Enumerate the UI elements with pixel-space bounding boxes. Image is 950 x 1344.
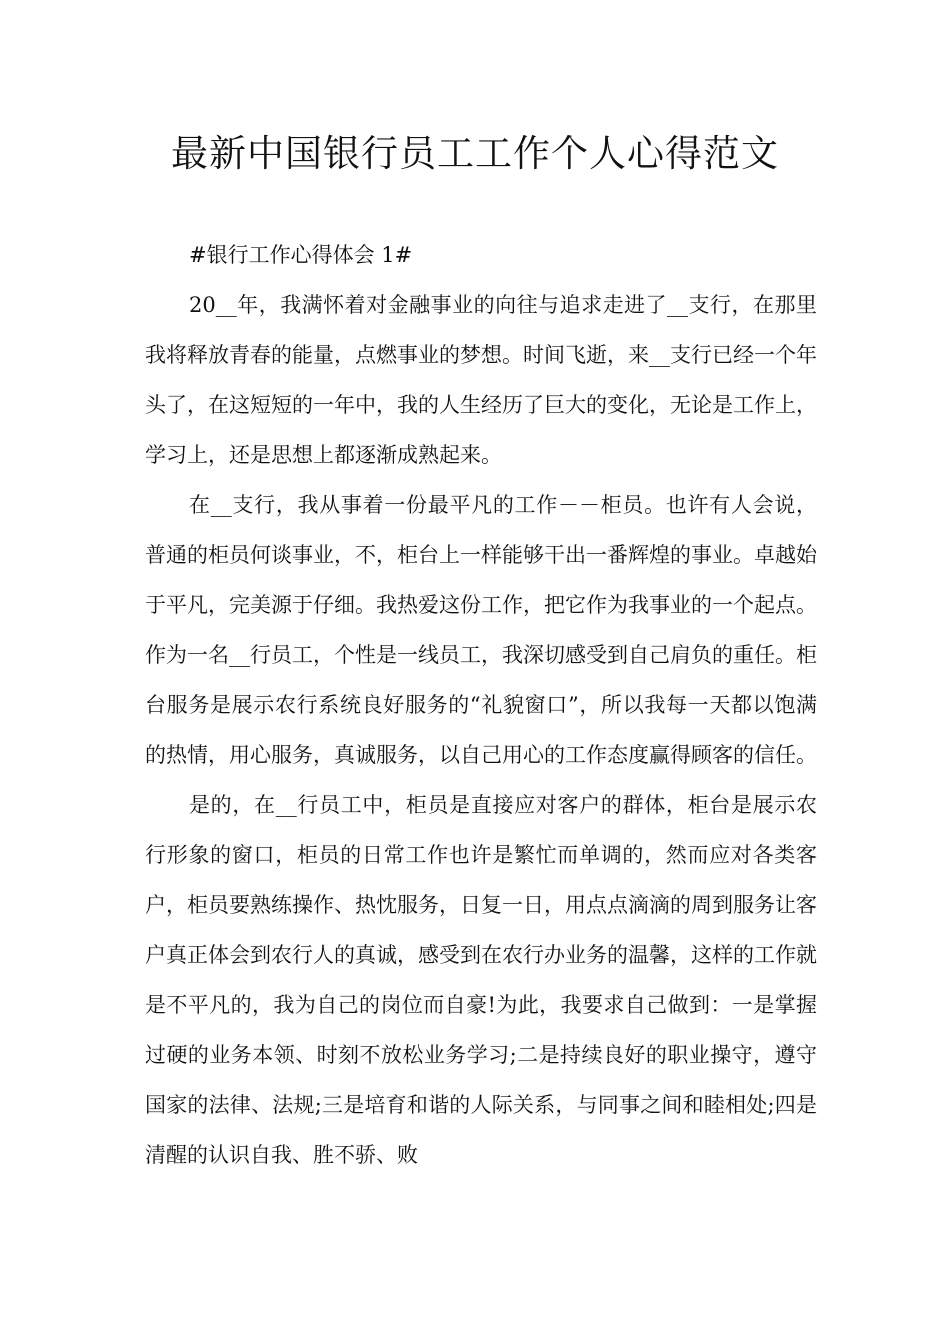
paragraph-1: 20__年，我满怀着对金融事业的向往与追求走进了__支行，在那里我将释放青春的能量，点燃事业的梦想。时间飞逝，来__支行已经一个年头了，在这短短的一年中，我的人生经历了巨大的变化，无论是工作上，学习上，还是思想上都逐渐成熟起来。: [145, 293, 817, 467]
paragraph-3: 是的，在__行员工中，柜员是直接应对客户的群体，柜台是展示农行形象的窗口，柜员的日常工作也许是繁忙而单调的，然而应对各类客户，柜员要熟练操作、热忱服务，日复一日，用点点滴滴的周到服务让客户真正体会到农行人的真诚，感受到在农行办业务的温馨，这样的工作就是不平凡的，我为自己的岗位而自豪!为此，我要求自己做到：一是掌握过硬的业务本领、时刻不放松业务学习;二是持续良好的职业操守，遵守国家的法律、法规;三是培育和谐的人际关系，与同事之间和睦相处;四是清醒的认识自我、胜不骄、败: [145, 793, 817, 1167]
section-heading: #银行工作心得体会 1#: [189, 243, 413, 267]
paragraph-2: 在__支行，我从事着一份最平凡的工作－－柜员。也许有人会说，普通的柜员何谈事业，不，柜台上一样能够干出一番辉煌的事业。卓越始于平凡，完美源于仔细。我热爱这份工作，把它作为我事业的一个起点。作为一名__行员工，个性是一线员工，我深切感受到自己肩负的重任。柜台服务是展示农行系统良好服务的“礼貌窗口”，所以我每一天都以饱满的热情，用心服务，真诚服务，以自己用心的工作态度赢得顾客的信任。: [145, 493, 817, 767]
document-title: 最新中国银行员工工作个人心得范文: [171, 132, 779, 175]
document-body: [145, 230, 817, 1180]
